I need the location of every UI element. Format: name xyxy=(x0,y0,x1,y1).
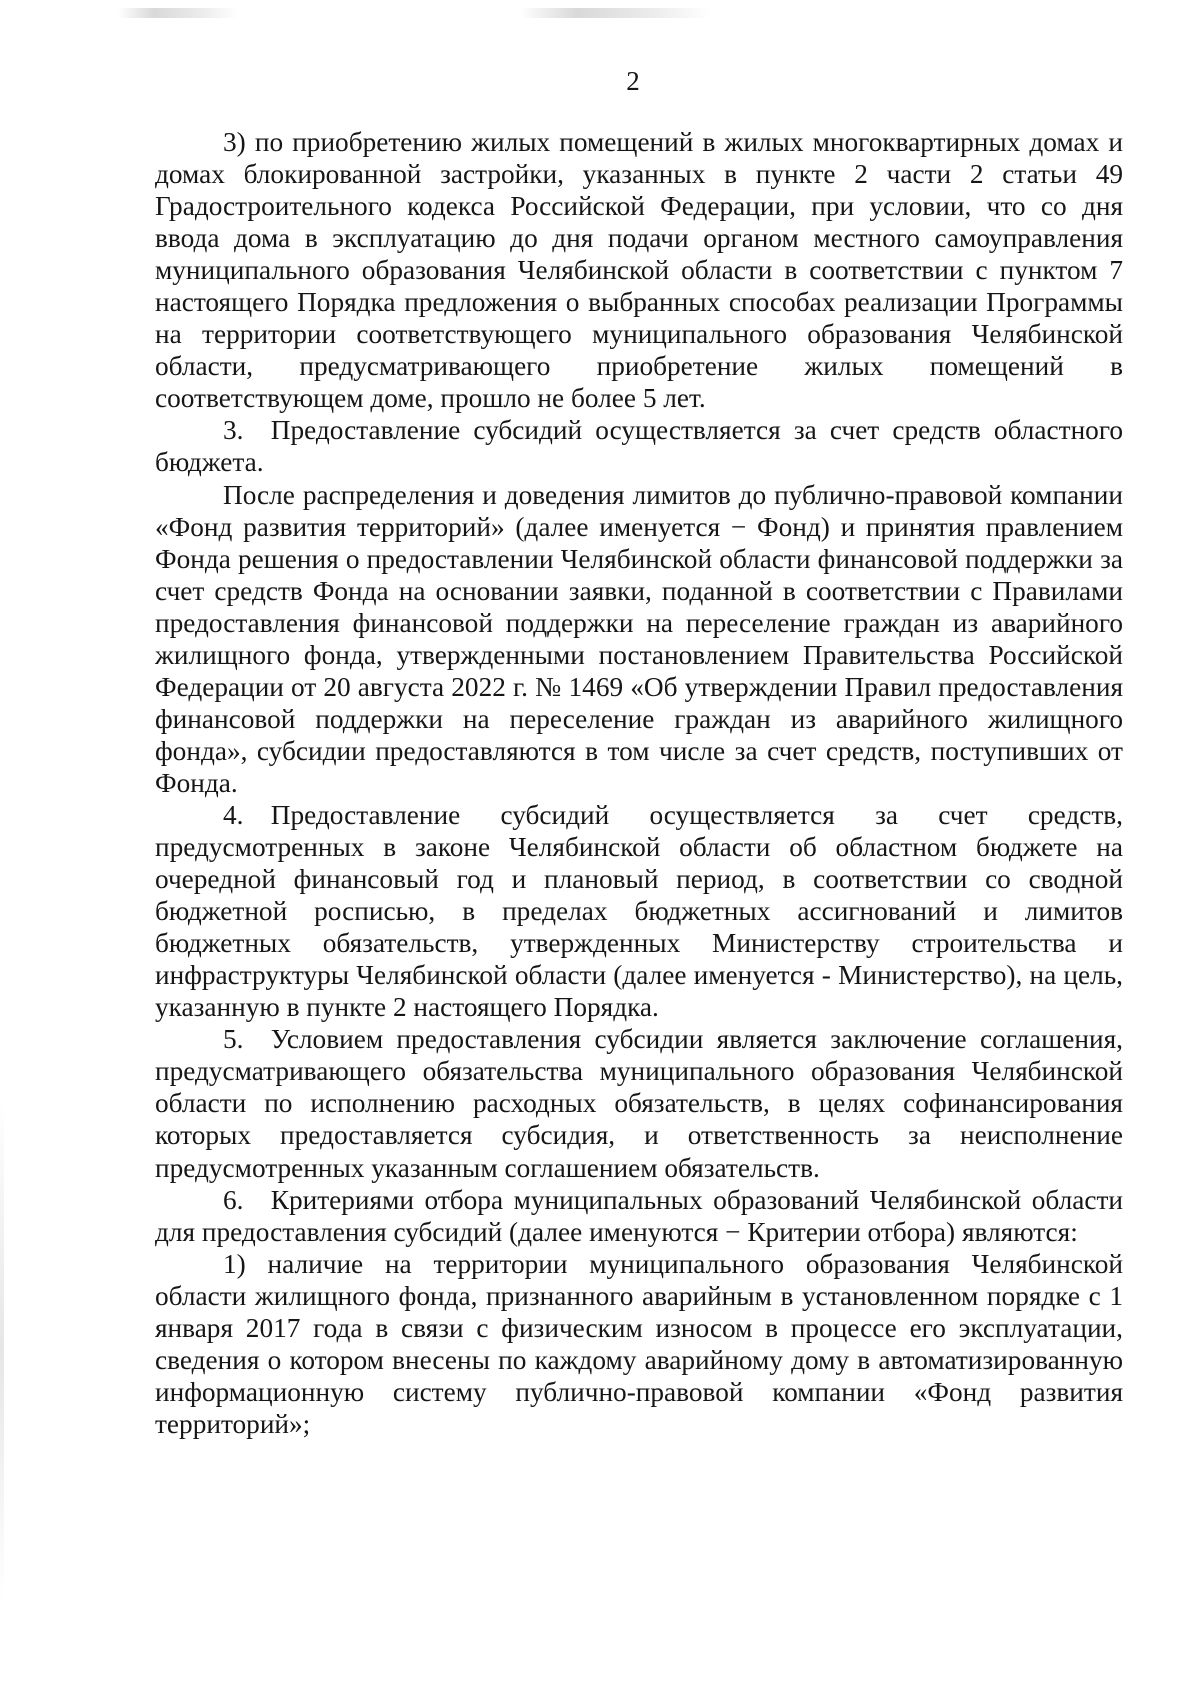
scan-artifact xyxy=(118,8,238,18)
page-number: 2 xyxy=(626,66,640,96)
paragraph-criterion-1: 1) наличие на территории муниципального образования Челябинской области жилищного фонда, признанного аварийным в установленном порядке с 1 января 2017 года в связи с физическим износом в процессе его эксплуатации, сведения о котором внесены по каждому аварийному дому в автоматизированную информационную систему публично-правовой компании «Фонд развития территорий»; xyxy=(155,1248,1123,1439)
paragraph-section-6: 6. Критериями отбора муниципальных образований Челябинской области для предоставления субсидий (далее именуются − Критерии отбора) являются: xyxy=(155,1184,1123,1247)
paragraph-3-item-3: 3) по приобретению жилых помещений в жилых многоквартирных домах и домах блокированной застройки, указанных в пункте 2 части 2 статьи 49 Градостроительного кодекса Российской Федерации, при условии, что со дня ввода дома в эксплуатацию до дня подачи органом местного самоуправления муниципального образования Челябинской области в соответствии с пунктом 7 настоящего Порядка предложения о выбранных способах реализации Программы на территории соответствующего муниципального образования Челябинской области, предусматривающего приобретение жилых помещений в соответствующем доме, прошло не более 5 лет. xyxy=(155,127,1123,414)
paragraph-section-5: 5. Условием предоставления субсидии является заключение соглашения, предусматривающего обязательства муниципального образования Челябинской области по исполнению расходных обязательств, в целях софинансирования которых предоставляется субсидия, и ответственность за неисполнение предусмотренных указанным соглашением обязательств. xyxy=(155,1024,1123,1183)
scan-artifact xyxy=(0,1100,4,1600)
paragraph-section-4: 4. Предоставление субсидий осуществляется за счет средств, предусмотренных в законе Челябинской области об областном бюджете на очередной финансовый год и плановый период, в соответствии со сводной бюджетной росписью, в пределах бюджетных ассигнований и лимитов бюджетных обязательств, утвержденных Министерству строительства и инфраструктуры Челябинской области (далее именуется - Министерство), на цель, указанную в пункте 2 настоящего Порядка. xyxy=(155,799,1123,1023)
paragraph-section-3: 3. Предоставление субсидий осуществляется за счет средств областного бюджета. xyxy=(155,415,1123,478)
scan-artifact xyxy=(520,8,710,18)
document-body xyxy=(155,126,1123,1440)
paragraph-fund-distribution: После распределения и доведения лимитов до публично-правовой компании «Фонд развития территорий» (далее именуется − Фонд) и принятия правлением Фонда решения о предоставлении Челябинской области финансовой поддержки за счет средств Фонда на основании заявки, поданной в соответствии с Правилами предоставления финансовой поддержки на переселение граждан из аварийного жилищного фонда, утвержденными постановлением Правительства Российской Федерации от 20 августа 2022 г. № 1469 «Об утверждении Правил предоставления финансовой поддержки на переселение граждан из аварийного жилищного фонда», субсидии предоставляются в том числе за счет средств, поступивших от Фонда. xyxy=(155,479,1123,798)
